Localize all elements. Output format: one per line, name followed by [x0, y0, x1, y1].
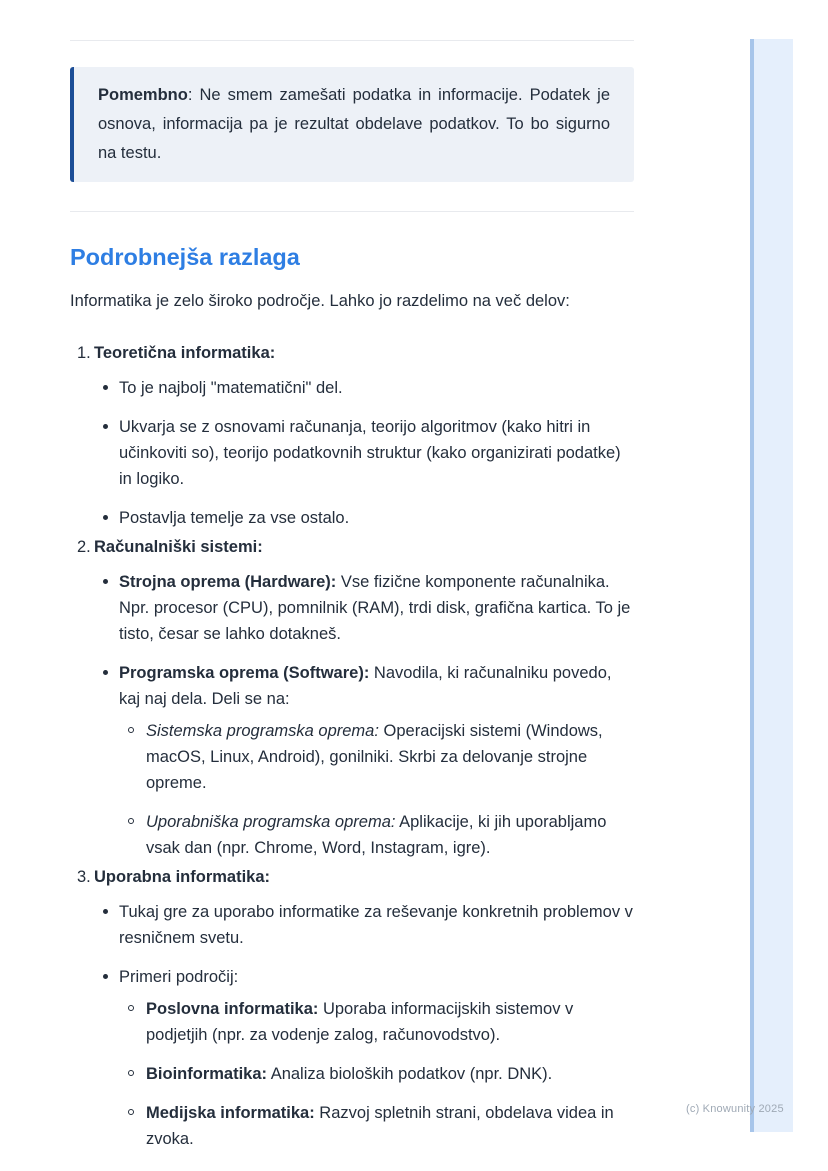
- sub-bullet-text: [146, 809, 634, 861]
- callout-body-text: : Ne smem zamešati podatka in informacije. Podatek je osnova, informacija pa je rezultat obdelave podatkov. To bo sigurno na testu.: [98, 86, 610, 162]
- bullet-marker-icon: [103, 414, 119, 492]
- callout-label: Pomembno: [98, 86, 188, 104]
- bullet-text-run: Postavlja temelje za vse ostalo.: [119, 509, 350, 527]
- bullet-list: [94, 375, 634, 531]
- sub-bullet-item: [128, 1061, 634, 1087]
- bullet-text-run: To je najbolj "matematični" del.: [119, 379, 343, 397]
- sub-bullet-lead-italic: Uporabniška programska oprema:: [146, 813, 396, 831]
- sub-bullet-marker-icon: [128, 996, 146, 1048]
- top-divider: [70, 40, 634, 41]
- sub-bullet-list: [119, 996, 634, 1152]
- bullet-text: [119, 964, 634, 1152]
- bullet-marker-icon: [103, 964, 119, 1152]
- list-item-body: [94, 534, 634, 861]
- bullet-list: [94, 899, 634, 1152]
- sub-bullet-marker-icon: [128, 809, 146, 861]
- sub-bullet-item: [128, 809, 634, 861]
- page-title: Podrobnejša razlaga: [70, 244, 300, 270]
- bullet-text: [119, 505, 634, 531]
- bullet-item: [103, 899, 634, 951]
- document-content: [70, 40, 634, 1152]
- sub-bullet-marker-icon: [128, 1061, 146, 1087]
- section-divider: [70, 211, 634, 212]
- copyright-watermark: (c) Knowunity 2025: [686, 1103, 784, 1115]
- list-item-body: [94, 864, 634, 1152]
- intro-paragraph: Informatika je zelo široko področje. Lahko jo razdelimo na več delov:: [70, 292, 570, 310]
- list-item-title: Računalniški sistemi:: [94, 538, 263, 556]
- list-item-computer-systems: [77, 534, 634, 861]
- list-item-title: Teoretična informatika:: [94, 344, 276, 362]
- list-number: 3.: [77, 868, 91, 886]
- sub-bullet-list: [119, 718, 634, 861]
- bullet-text: [119, 569, 634, 647]
- important-callout: [70, 67, 634, 182]
- sub-bullet-text: [146, 996, 634, 1048]
- bullet-marker-icon: [103, 660, 119, 861]
- bullet-text-run: Primeri področij:: [119, 968, 239, 986]
- sub-bullet-text-run: Operacijski sistemi (Windows, macOS, Linux, Android), gonilniki. Skrbi za delovanje strojne opreme.: [146, 722, 603, 792]
- list-item-title: Uporabna informatika:: [94, 868, 271, 886]
- bullet-text-run: Ukvarja se z osnovami računanja, teorijo algoritmov (kako hitri in učinkoviti so), teorijo podatkovnih struktur (kako organizirati podatke) in logiko.: [119, 418, 621, 488]
- bullet-list: [94, 569, 634, 861]
- list-item-body: [94, 340, 634, 531]
- bullet-lead-bold: Programska oprema (Software):: [119, 664, 370, 682]
- sub-bullet-lead-italic: Sistemska programska oprema:: [146, 722, 379, 740]
- bullet-text-run: Navodila, ki računalniku povedo, kaj naj dela. Deli se na:: [119, 664, 612, 708]
- list-number: 2.: [77, 538, 91, 556]
- bullet-lead-bold: Strojna oprema (Hardware):: [119, 573, 337, 591]
- bullet-item: [103, 660, 634, 861]
- list-number: 1.: [77, 344, 91, 362]
- bullet-text-run: Tukaj gre za uporabo informatike za reševanje konkretnih problemov v resničnem svetu.: [119, 903, 633, 947]
- bullet-marker-icon: [103, 899, 119, 951]
- bullet-text: [119, 375, 634, 401]
- list-item-theoretical-informatics: [77, 340, 634, 531]
- bullet-marker-icon: [103, 505, 119, 531]
- sub-bullet-text-run: Analiza bioloških podatkov (npr. DNK).: [267, 1065, 553, 1083]
- sub-bullet-lead-bold: Medijska informatika:: [146, 1104, 315, 1122]
- bullet-item: [103, 414, 634, 492]
- sub-bullet-text-run: Uporaba informacijskih sistemov v podjetjih (npr. za vodenje zalog, računovodstvo).: [146, 1000, 574, 1044]
- sub-bullet-lead-bold: Poslovna informatika:: [146, 1000, 319, 1018]
- bullet-marker-icon: [103, 569, 119, 647]
- side-panel-strip: [750, 39, 793, 1132]
- sub-bullet-text: [146, 1100, 634, 1152]
- bullet-item: [103, 569, 634, 647]
- bullet-item: [103, 964, 634, 1152]
- sub-bullet-text-run: Aplikacije, ki jih uporabljamo vsak dan (npr. Chrome, Word, Instagram, igre).: [146, 813, 607, 857]
- bullet-marker-icon: [103, 375, 119, 401]
- sub-bullet-lead-bold: Bioinformatika:: [146, 1065, 268, 1083]
- sub-bullet-marker-icon: [128, 1100, 146, 1152]
- bullet-text: [119, 899, 634, 951]
- topic-list: [70, 340, 634, 1152]
- sub-bullet-item: [128, 718, 634, 796]
- sub-bullet-text-run: Razvoj spletnih strani, obdelava videa in zvoka.: [146, 1104, 614, 1148]
- list-item-applied-informatics: [77, 864, 634, 1152]
- callout-text: [98, 81, 610, 168]
- bullet-text: [119, 414, 634, 492]
- sub-bullet-text: [146, 718, 634, 796]
- sub-bullet-marker-icon: [128, 718, 146, 796]
- bullet-text-run: Vse fizične komponente računalnika. Npr. procesor (CPU), pomnilnik (RAM), trdi disk, grafična kartica. To je tisto, česar se lahko dotakneš.: [119, 573, 631, 643]
- bullet-item: [103, 505, 634, 531]
- sub-bullet-item: [128, 1100, 634, 1152]
- sub-bullet-text: [146, 1061, 634, 1087]
- sub-bullet-item: [128, 996, 634, 1048]
- bullet-text: [119, 660, 634, 861]
- bullet-item: [103, 375, 634, 401]
